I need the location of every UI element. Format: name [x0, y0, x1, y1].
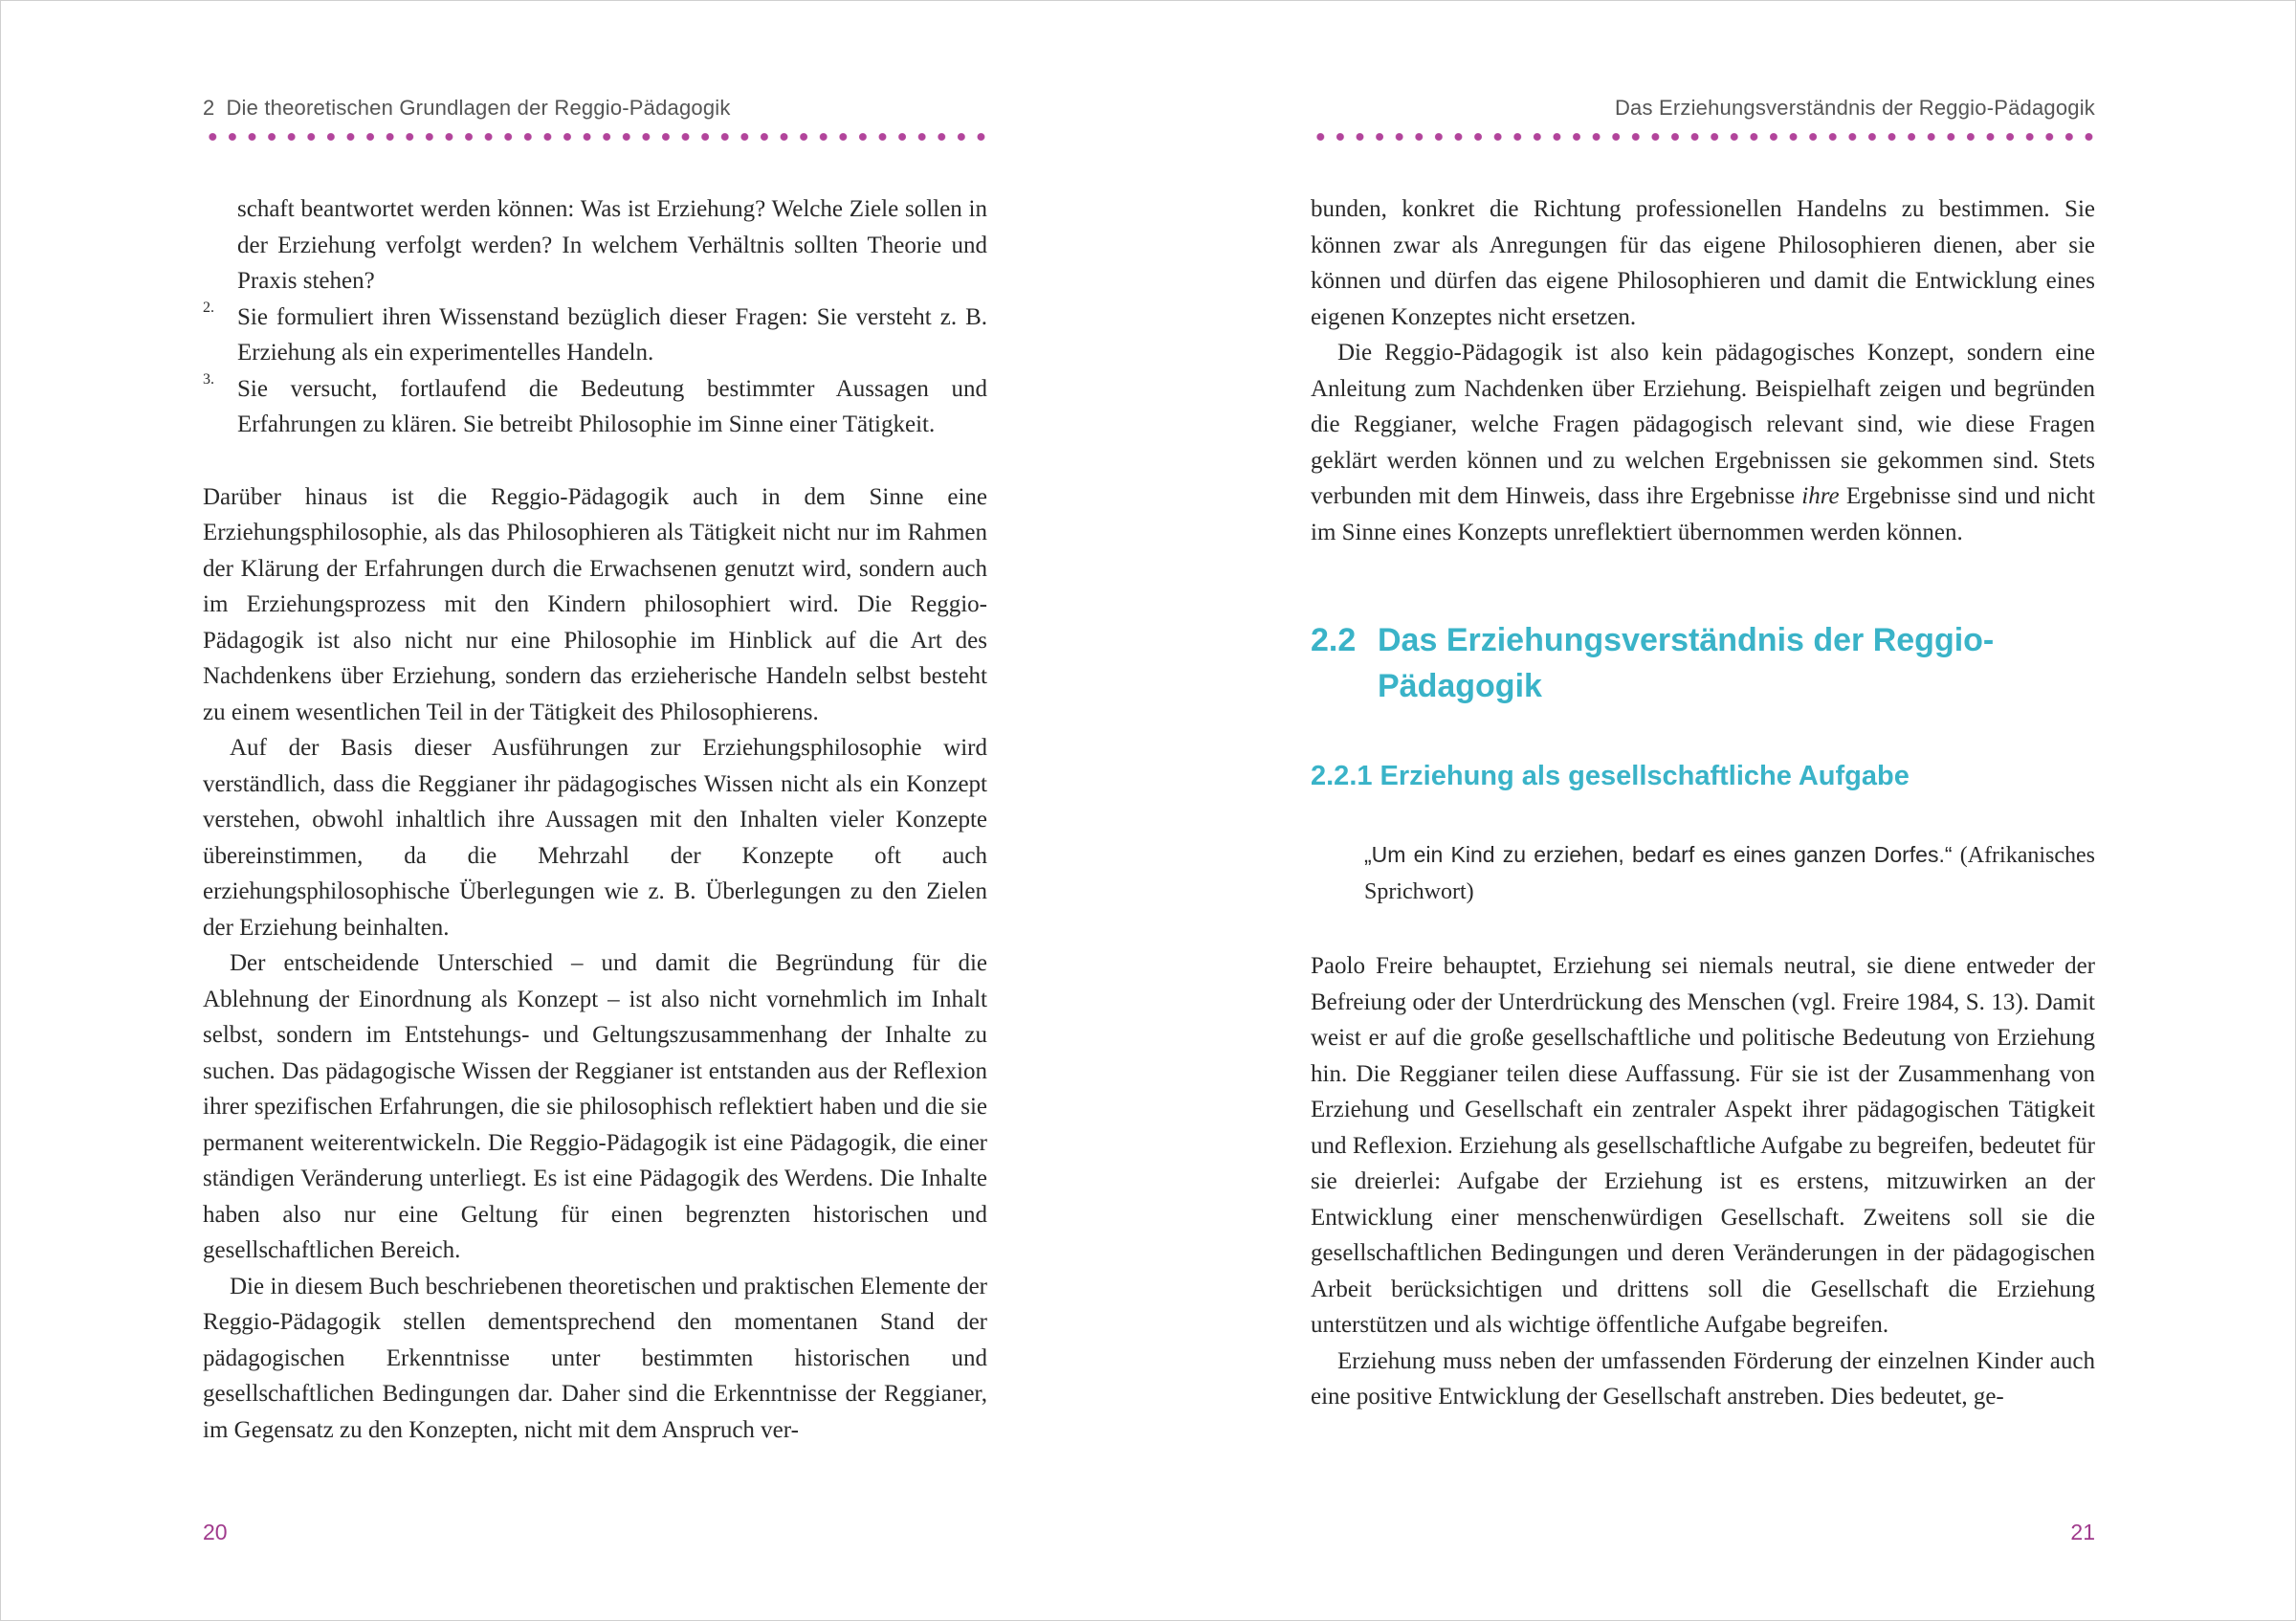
paragraph: Darüber hinaus ist die Reggio-Pädagogik auch in dem Sinne eine Erziehungsphilosophie, als das Philosophieren als Tätigkeit nicht nur im Rahmen der Klärung der Erfahrungen durch die Erwachsenen genutzt wird, sondern auch im Erziehungsprozess mit den Kindern philosophiert wird. Die Reggio-Pädagogik ist also nicht nur eine Philosophie im Hinblick auf die Art des Nachdenkens über Erziehung, sondern das erzieherische Handeln selbst besteht zu einem wesentlichen Teil in der Tätigkeit des Philosophierens. — [203, 483, 987, 725]
dotted-rule-right — [1311, 132, 2099, 142]
running-head-chapter-number: 2 — [203, 96, 215, 120]
paragraph-text: Die Reggio-Pädagogik ist also kein pädagogisches Konzept, sondern eine Anleitung zum Nachdenken über Erziehung. Beispielhaft zeigen und begründen die Reggianer, welche Fragen pädagogisch relevant sind, wie diese Fragen geklärt werden können und zu welchen Ergebnissen sie gekommen sind. Stets verbunden mit dem Hinweis, dass ihre Ergebnisse — [1311, 340, 2095, 509]
subsection-heading: 2.2.1 Erziehung als gesellschaftliche Aufgabe — [1311, 761, 1910, 791]
list-item — [203, 300, 987, 371]
paragraph-text: Ergebnisse sind und nicht im Sinne eines Konzepts unreflektiert übernommen werden können. — [1311, 483, 2095, 545]
list-item-text: Sie formuliert ihren Wissenstand bezüglich dieser Fragen: Sie versteht z. B. Erziehung als ein experimentelles Handeln. — [237, 303, 987, 366]
paragraph: Erziehung muss neben der umfassenden Förderung der einzelnen Kinder auch eine positive Entwicklung der Gesellschaft anstreben. Dies bedeutet, ge- — [1311, 1347, 2095, 1410]
quote-source: (Afrikanisches Sprichwort) — [1364, 843, 2095, 904]
paragraph-gap — [203, 443, 987, 479]
running-head-right: Das Erziehungsverständnis der Reggio-Pädagogik — [1614, 96, 2095, 120]
dotted-rule-left — [203, 132, 991, 142]
after-quote-body — [1311, 948, 2095, 1415]
quote-text: „Um ein Kind zu erziehen, bedarf es eines ganzen Dorfes.“ — [1364, 842, 1953, 867]
section-heading — [1311, 617, 2095, 709]
section-title: Das Erziehungsverständnis der Reggio-Pädagogik — [1378, 622, 1995, 704]
paragraph: Auf der Basis dieser Ausführungen zur Erziehungsphilosophie wird verständlich, dass die Reggianer ihr pädagogisches Wissen nicht als ein Konzept verstehen, obwohl inhaltlich ihre Aussagen mit den Inhalten vieler Konzepte übereinstimmen, da die Mehrzahl der Konzepte oft auch erziehungsphilosophische Überlegungen wie z. B. Überlegungen zu den Zielen der Erziehung beinhalten. — [203, 735, 987, 941]
italic-emphasis: ihre — [1801, 483, 1840, 509]
list-continuation: schaft beantwortet werden können: Was ist Erziehung? Welche Ziele sollen in der Erziehung verfolgt werden? In welchem Verhältnis sollten Theorie und Praxis stehen? — [237, 196, 987, 294]
running-head-title: Die theoretischen Grundlagen der Reggio-Pädagogik — [226, 96, 731, 120]
list-item — [203, 371, 987, 443]
left-page — [203, 0, 987, 1621]
running-head-left — [203, 96, 987, 121]
paragraph: Paolo Freire behauptet, Erziehung sei niemals neutral, sie diene entweder der Befreiung oder der Unterdrückung des Menschen (vgl. Freire 1984, S. 13). Damit weist er auf die große gesellschaftliche und politische Bedeutung von Erziehung hin. Die Reggianer teilen diese Auffassung. Für sie ist der Zusammenhang von Erziehung und Gesellschaft ein zentraler Aspekt ihrer pädagogischen Tätigkeit und Reflexion. Erziehung als gesellschaftliche Aufgabe zu begreifen, bedeutet für sie dreierlei: Aufgabe der Erziehung ist es erstens, mitzuwirken an der Entwicklung einer menschenwürdigen Gesellschaft. Zweitens soll sie die gesellschaftlichen Bedingungen und deren Veränderungen in der pädagogischen Arbeit berücksichtigen und drittens soll die Gesellschaft die Erziehung unterstützen und als wichtige öffentliche Aufgabe begreifen. — [1311, 953, 2095, 1338]
section-number: 2.2 — [1311, 622, 1357, 658]
paragraph: Die in diesem Buch beschriebenen theoretischen und praktischen Elemente der Reggio-Pädagogik stellen dementsprechend den momentanen Stand der pädagogischen Erkenntnisse unter bestimmten historischen und gesellschaftlichen Bedingungen dar. Daher sind die Erkenntnisse der Reggianer, im Gegensatz zu den Konzepten, nicht mit dem Anspruch ver- — [203, 1273, 987, 1443]
list-item-number: 2. — [203, 299, 214, 316]
paragraph: bunden, konkret die Richtung professionellen Handelns zu bestimmen. Sie können zwar als Anregungen für das eigene Philosophieren dienen, aber sie können und dürfen das eigene Philosophieren und damit die Entwicklung eines eigenen Konzeptes nicht ersetzen. — [1311, 196, 2095, 330]
right-page — [1311, 0, 2095, 1621]
page-number-left: 20 — [203, 1520, 228, 1544]
epigraph-quote — [1364, 837, 2095, 910]
list-item-text: Sie versucht, fortlaufend die Bedeutung bestimmter Aussagen und Erfahrungen zu klären. Sie betreibt Philosophie im Sinne einer Tätigkeit. — [237, 375, 987, 437]
list-item-number: 3. — [203, 370, 214, 388]
page-number-right: 21 — [2070, 1520, 2095, 1544]
right-page-body — [1311, 191, 2095, 1415]
paragraph: Der entscheidende Unterschied – und damit die Begründung für die Ablehnung der Einordnung als Konzept – ist also nicht vornehmlich im Inhalt selbst, sondern im Entstehungs- und Geltungszusammenhang der Inhalte zu suchen. Das pädagogische Wissen der Reggianer ist entstanden aus der Reflexion ihrer spezifischen Erfahrungen, die sie philosophisch reflektiert haben und die sie permanent weiterentwickeln. Die Reggio-Pädagogik ist eine Pädagogik, die einer ständigen Veränderung unterliegt. Es ist eine Pädagogik des Werdens. Die Inhalte haben also nur eine Geltung für einen begrenzten historischen und gesellschaftlichen Bereich. — [203, 950, 987, 1263]
paragraph-with-italic — [1311, 335, 2095, 550]
left-page-body — [203, 191, 987, 1448]
